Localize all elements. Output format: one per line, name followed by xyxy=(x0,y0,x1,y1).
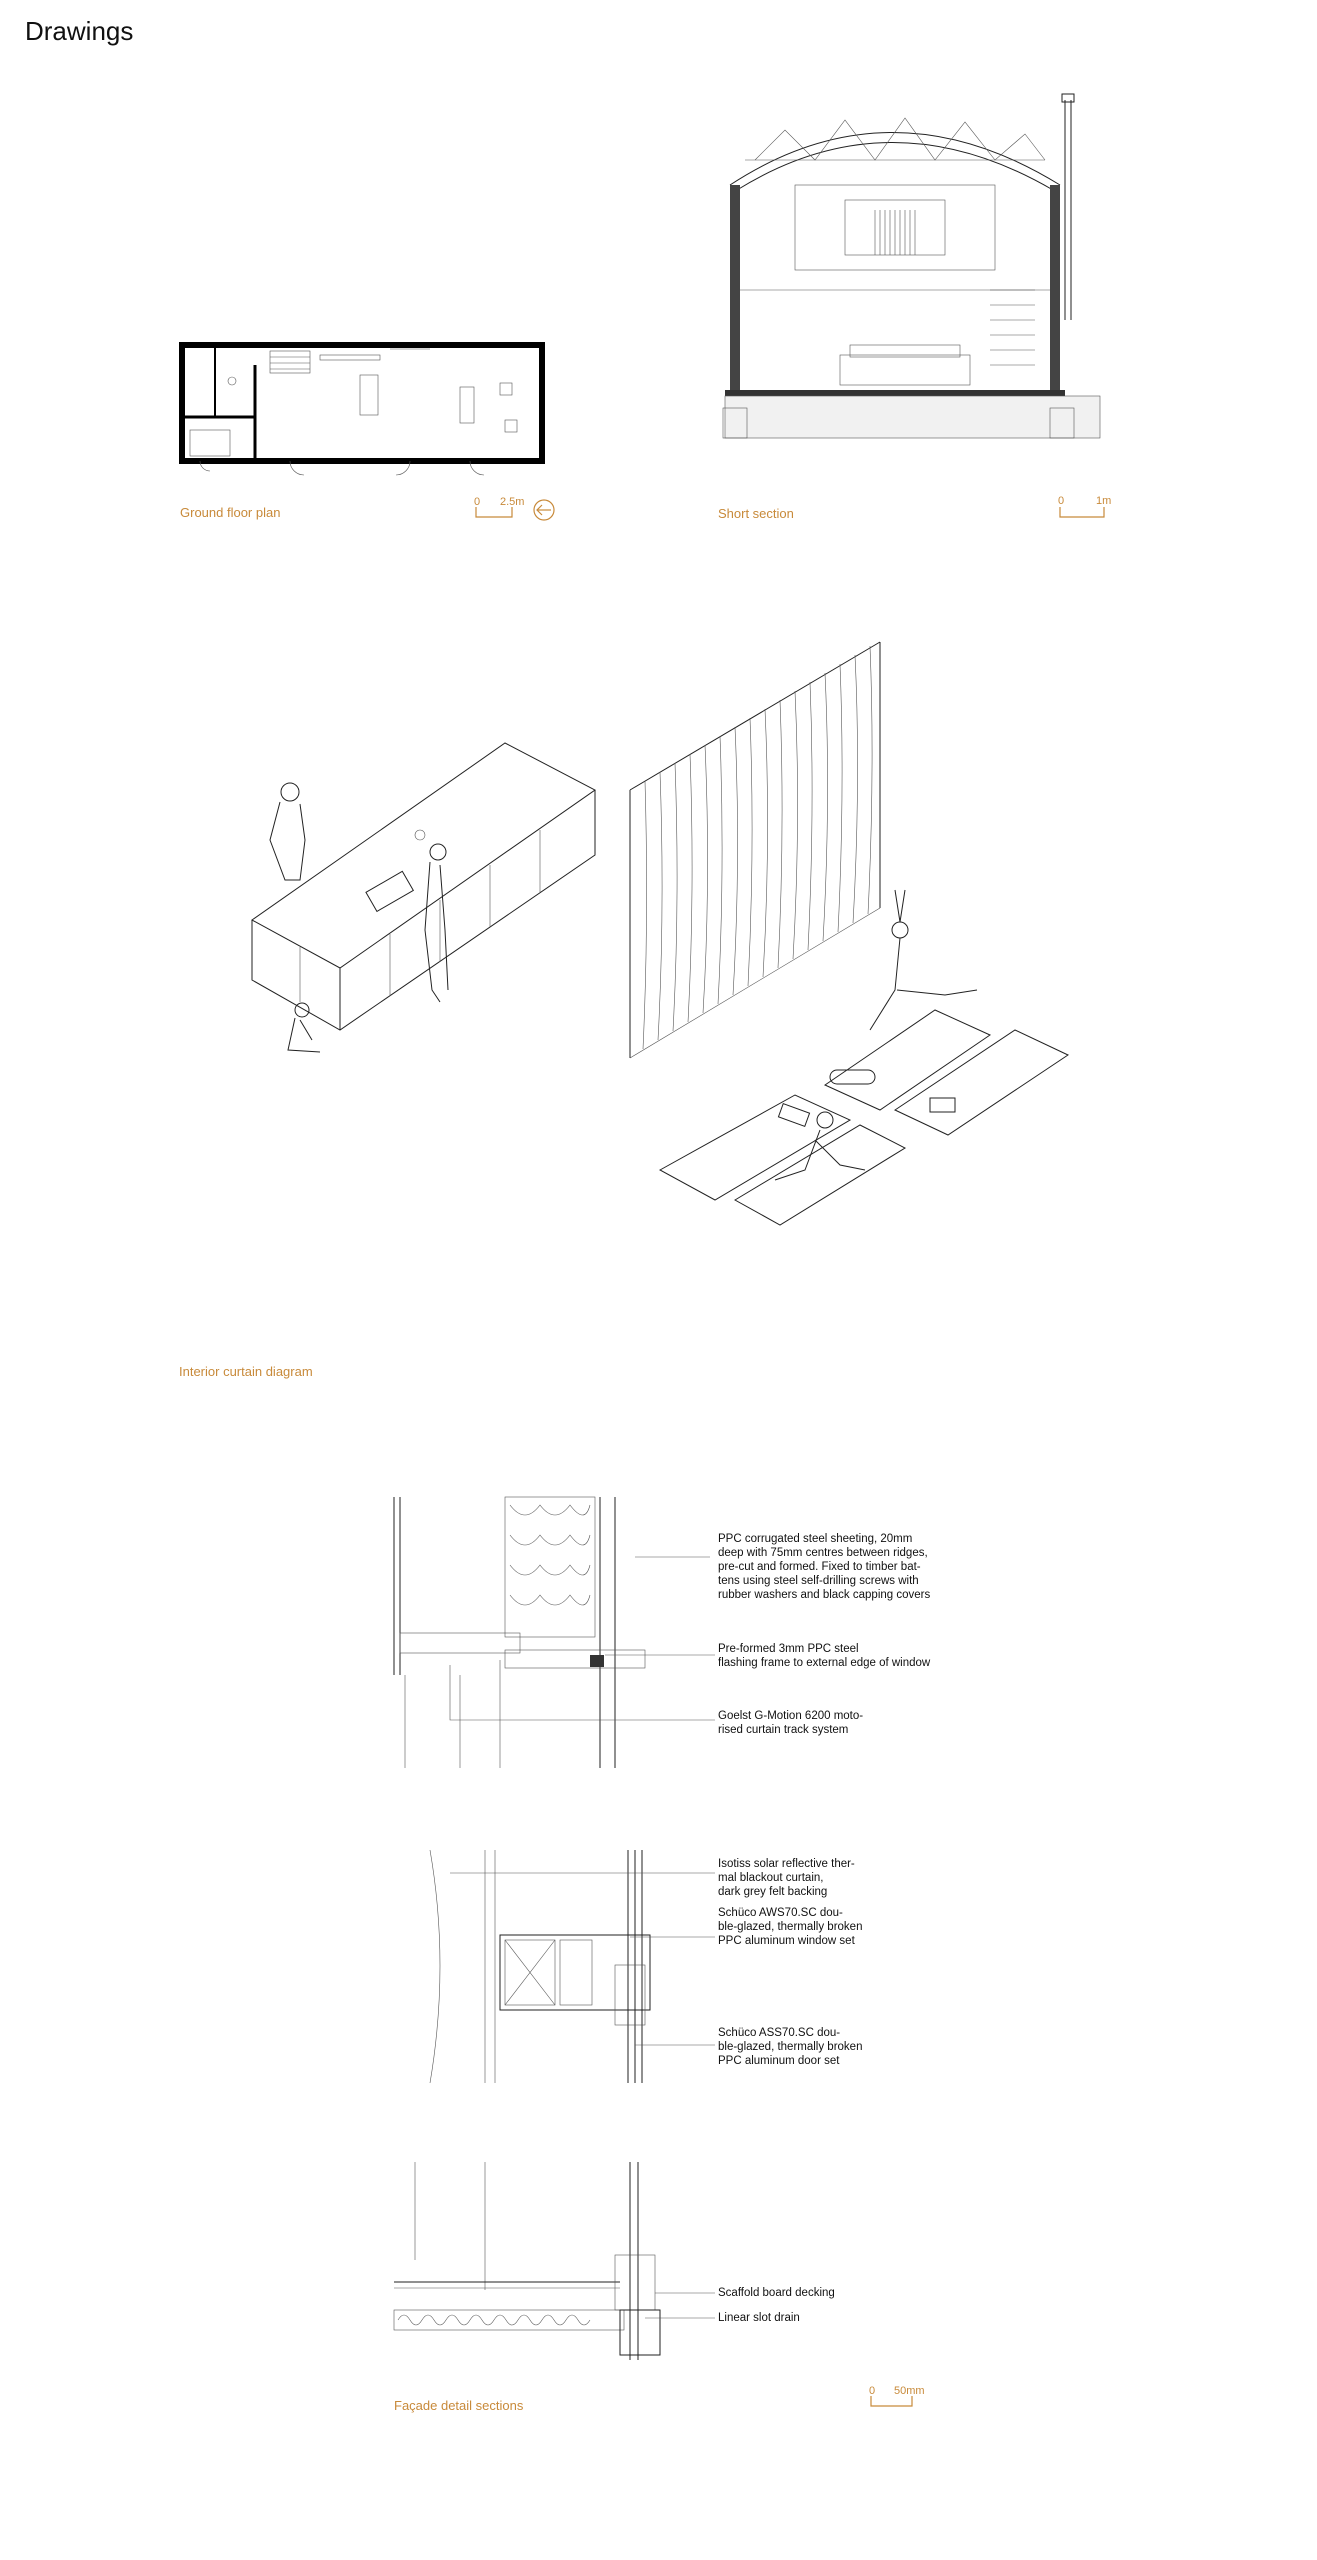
facade-detail-top xyxy=(390,1495,690,1770)
plan-scale-end: 2.5m xyxy=(500,496,525,508)
kitchen-island-axonometric xyxy=(240,740,610,1080)
note-corrugated-steel: PPC corrugated steel sheeting, 20mm deep with 75mm centres between ridges, pre-cut and formed. Fixed to timber bat- tens using steel self-drilling screws with rubber washers and black capping covers xyxy=(718,1533,931,1601)
details-scale-start: 0 xyxy=(869,2385,876,2397)
note-flashing-frame: Pre-formed 3mm PPC steel flashing frame to external edge of window xyxy=(718,1643,931,1669)
note-slot-drain: Linear slot drain xyxy=(718,2312,800,2324)
facade-detail-middle xyxy=(390,1845,690,2085)
curtain-caption: Interior curtain diagram xyxy=(179,1364,313,1379)
yoga-mats-drawing xyxy=(655,880,1075,1260)
note-window-set: Schüco AWS70.SC dou- ble-glazed, thermally broken PPC aluminum window set xyxy=(718,1907,863,1947)
note-curtain-track: Goelst G-Motion 6200 moto- rised curtain track system xyxy=(718,1710,864,1736)
section-scale-bar xyxy=(1059,505,1107,519)
note-decking: Scaffold board decking xyxy=(718,2287,835,2299)
north-arrow-icon xyxy=(532,498,556,522)
note-door-set: Schüco ASS70.SC dou- ble-glazed, thermally broken PPC aluminum door set xyxy=(718,2027,863,2067)
ground-floor-plan-drawing xyxy=(170,335,570,485)
details-scale-bar xyxy=(870,2394,916,2408)
section-caption: Short section xyxy=(718,506,794,521)
section-scale-end: 1m xyxy=(1096,495,1112,507)
plan-scale-start: 0 xyxy=(474,496,481,508)
details-scale-end: 50mm xyxy=(894,2385,925,2397)
short-section-drawing xyxy=(715,90,1115,470)
section-scale-start: 0 xyxy=(1058,495,1065,507)
note-blackout-curtain: Isotiss solar reflective ther- mal blackout curtain, dark grey felt backing xyxy=(718,1858,855,1898)
details-caption: Façade detail sections xyxy=(394,2398,524,2413)
facade-detail-bottom xyxy=(390,2160,690,2360)
page-title: Drawings xyxy=(25,16,134,46)
plan-scale-bar xyxy=(475,505,515,519)
plan-caption: Ground floor plan xyxy=(180,505,281,520)
